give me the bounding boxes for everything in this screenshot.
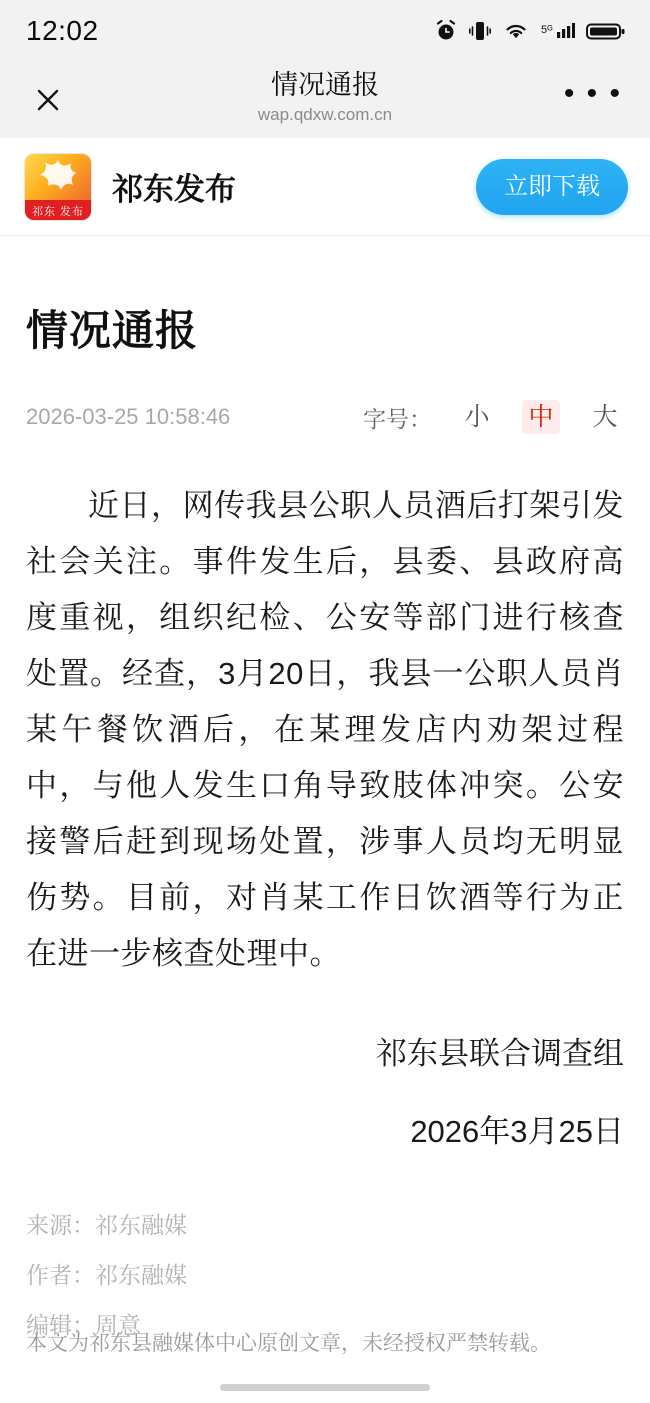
font-size-small[interactable]: 小: [464, 403, 490, 431]
credit-author: 作者：祁东融媒: [26, 1262, 187, 1288]
credit-editor: 编辑：周意: [26, 1312, 141, 1338]
alarm-icon: [434, 19, 458, 43]
article-signature-date: 2026年3月25日: [410, 1114, 624, 1149]
article-container: [0, 236, 650, 1403]
font-size-medium[interactable]: 中: [522, 400, 560, 434]
close-icon[interactable]: [28, 80, 68, 120]
font-size-label: 字号：: [363, 405, 432, 432]
wifi-icon: [502, 19, 530, 43]
credit-source: 来源：祁东融媒: [26, 1212, 187, 1238]
page-url: wap.qdxw.com.cn: [257, 105, 393, 124]
app-logo-icon: [24, 153, 92, 221]
font-size-large[interactable]: 大: [592, 403, 618, 431]
svg-text:5ᴳ: 5ᴳ: [541, 24, 553, 36]
page-title: 情况通报: [271, 70, 379, 100]
font-size-control: [363, 400, 624, 434]
home-indicator: [220, 1384, 430, 1391]
status-time: 12:02: [26, 15, 99, 46]
app-name: 祁东发布: [112, 172, 236, 207]
signal-5g-icon: [541, 19, 575, 43]
status-icons: [434, 19, 626, 43]
app-logo-text: 祁东 发布: [25, 200, 91, 221]
nav-title-block: [0, 68, 650, 127]
status-bar: [0, 0, 650, 62]
app-promo-bar: [0, 138, 650, 236]
vibrate-icon: [469, 19, 491, 43]
article-meta-row: [26, 400, 624, 434]
article-body: 近日，网传我县公职人员酒后打架引发社会关注。事件发生后，县委、县政府高度重视，组织纪检、公安等部门进行核查处置。经查，3月20日，我县一公职人员肖某午餐饮酒后，在某理发店内劝架过程中，与他人发生口角导致肢体冲突。公安接警后赶到现场处置，涉事人员均无明显伤势。目前，对肖某工作日饮酒等行为正在进一步核查处理中。: [26, 488, 624, 971]
article-headline: 情况通报: [26, 307, 199, 354]
article-signature: 祁东县联合调查组: [376, 1036, 624, 1071]
battery-icon: [586, 19, 626, 43]
copyright-notice: 本文为祁东县融媒体中心原创文章，未经授权严禁转载。: [26, 1332, 551, 1355]
browser-nav-bar: [0, 62, 650, 138]
article-date: 2026-03-25 10:58:46: [26, 404, 231, 429]
more-options-icon[interactable]: • • •: [563, 77, 622, 110]
download-button[interactable]: 立即下载: [476, 159, 628, 215]
